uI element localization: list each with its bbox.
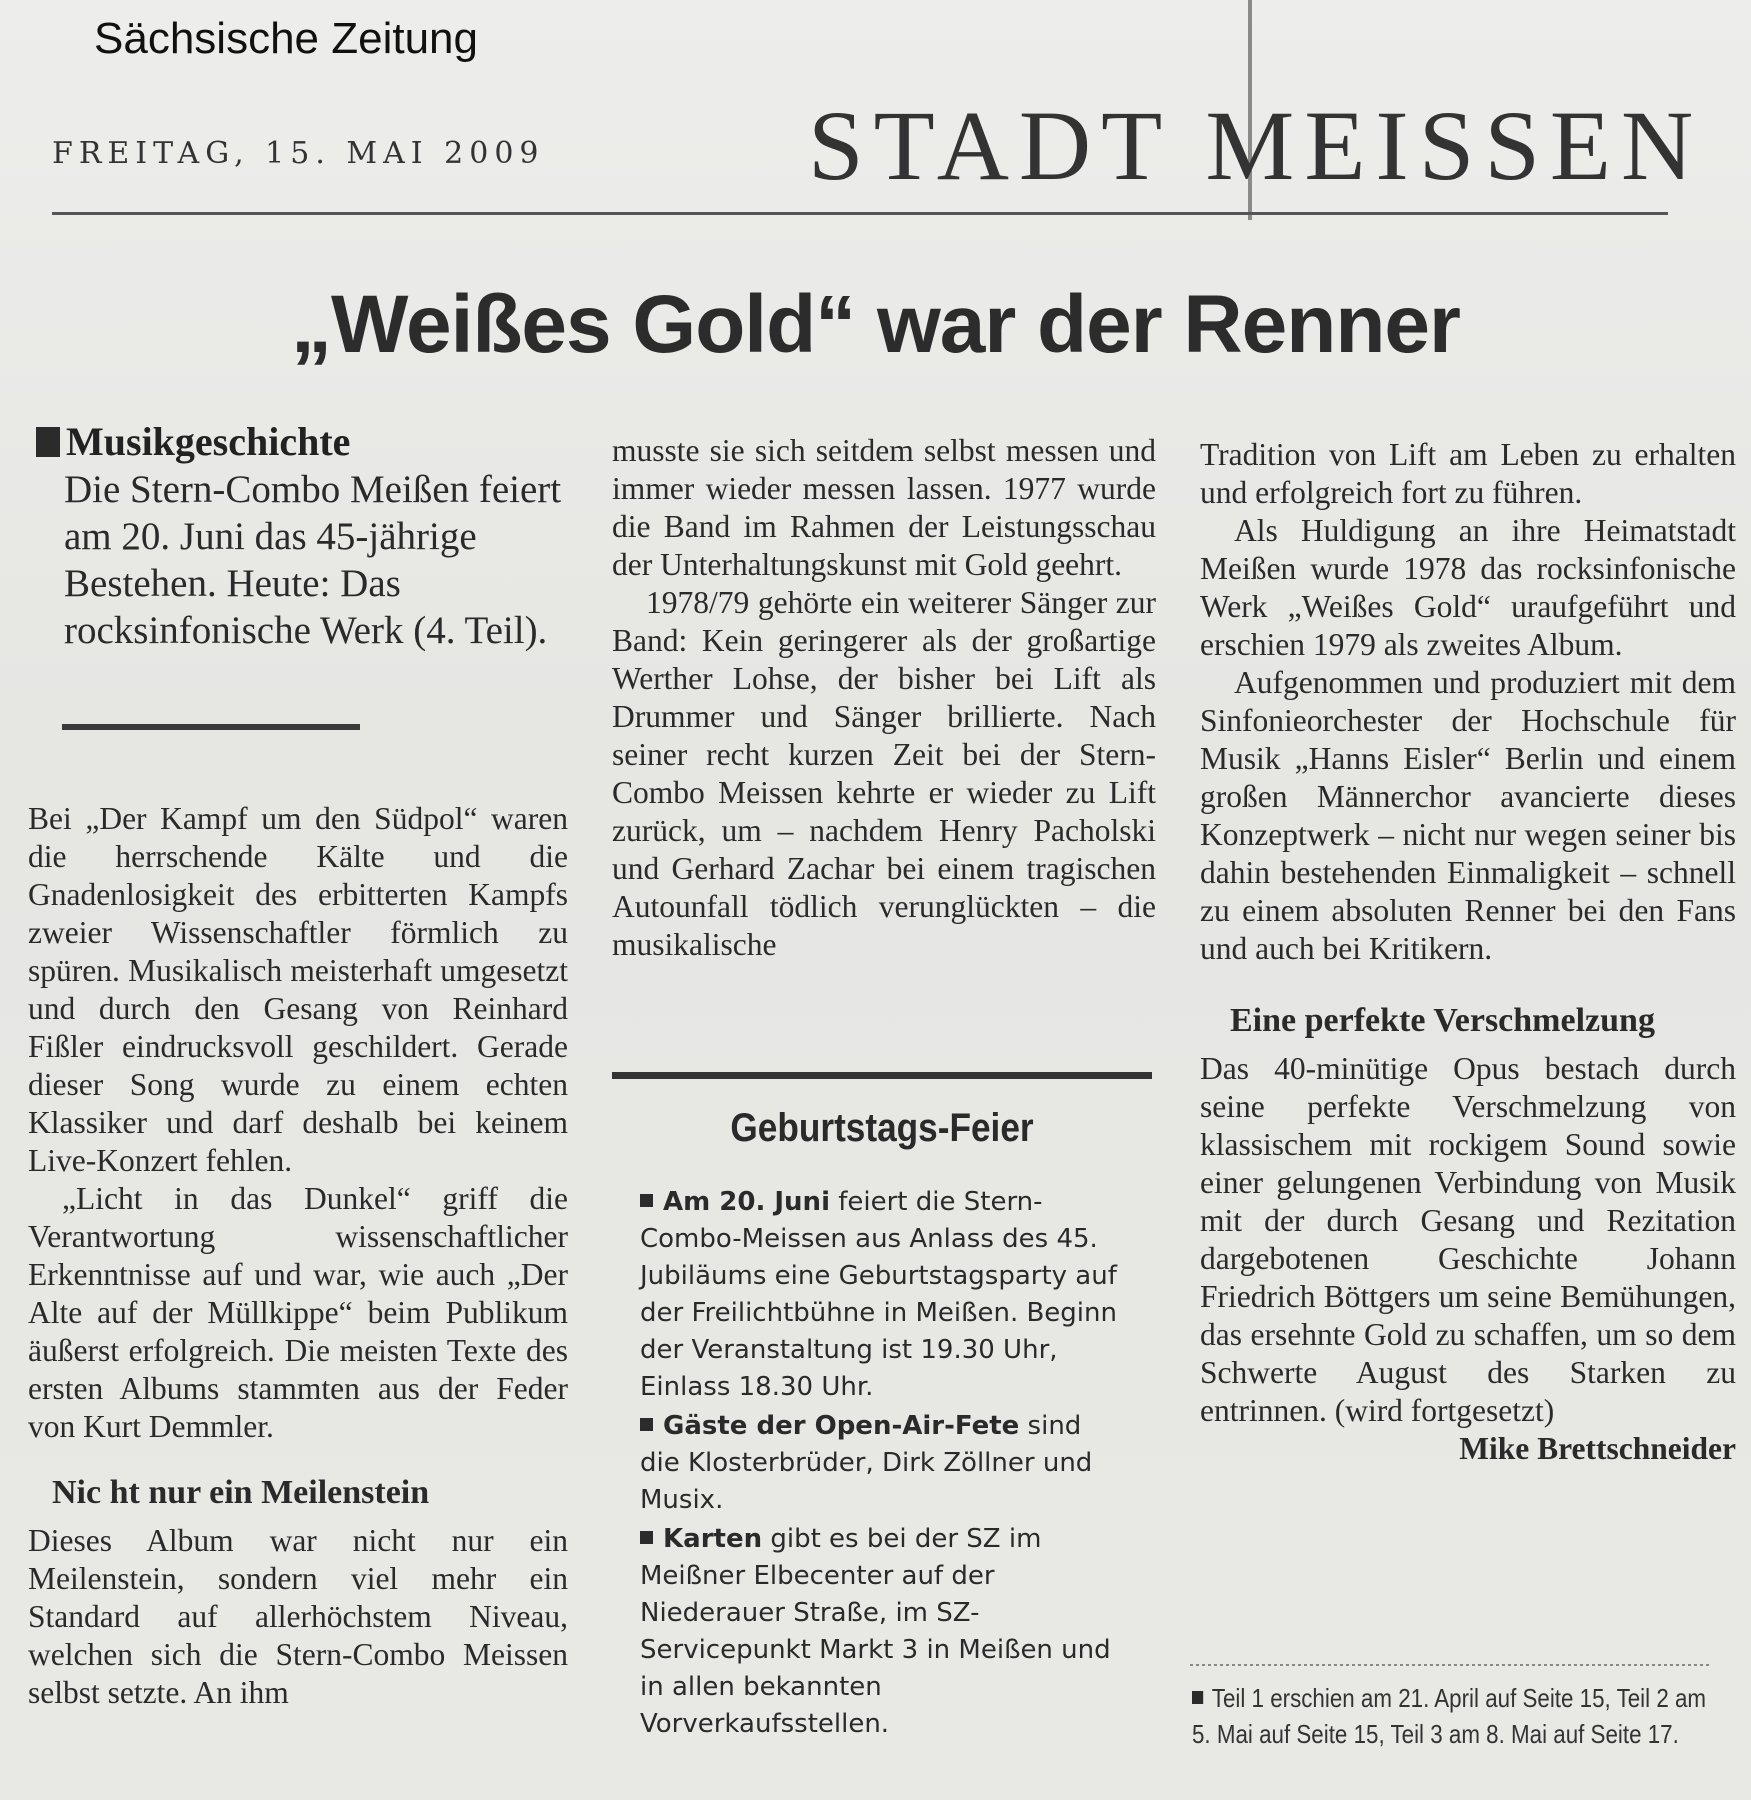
column-3 (1200, 436, 1736, 1468)
infobox-rule (612, 1072, 1152, 1079)
paragraph: musste sie sich seitdem selbst messen und immer wieder messen lassen. 1977 wurde die Band im Rahmen der Leistungsschau der Unterhaltungskunst mit Gold geehrt. (612, 433, 1156, 582)
column-1 (28, 800, 568, 1712)
bullet-square-icon (640, 1194, 653, 1207)
footnote-text: Teil 1 erschien am 21. April auf Seite 15, Teil 2 am 5. Mai auf Seite 15, Teil 3 am 8. Mai auf Seite 17. (1192, 1683, 1707, 1749)
infobox-item-lead: Am 20. Juni (663, 1187, 830, 1217)
paragraph: Dieses Album war nicht nur ein Meilenstein, sondern viel mehr ein Standard auf allerhöchstem Niveau, welchen sich die Stern-Combo Meissen selbst setzte. An ihm (28, 1523, 568, 1710)
bullet-square-icon (640, 1531, 653, 1544)
paragraph (1200, 1050, 1736, 1466)
intro-rule (62, 724, 360, 730)
infobox-item (640, 1408, 1120, 1519)
column-2 (612, 432, 1156, 964)
infobox-item-text: feiert die Stern-Combo-Meissen aus Anlass des 45. Jubiläums eine Geburtstagsparty auf der Freilichtbühne in Meißen. Beginn der Veranstaltung ist 19.30 Uhr, Einlass 18.30 Uhr. (640, 1187, 1117, 1402)
paragraph: Aufgenommen und produziert mit dem Sinfonieorchester der Hochschule für Musik „Hanns Eisler“ Berlin und einem großen Männerchor avancierte dieses Konzeptwerk – nicht nur wegen seiner bis dahin bestehenden Einmaligkeit – schnell zu einem absoluten Renner bei den Fans und auch bei Kritikern. (1200, 665, 1736, 966)
kicker-square-icon (36, 427, 60, 457)
infobox-item-lead: Gäste der Open-Air-Fete (663, 1411, 1020, 1441)
subhead: Nic ht nur ein Meilenstein (52, 1474, 430, 1511)
infobox-item-text: gibt es bei der SZ im Meißner Elbecenter auf der Niederauer Straße, im SZ-Servicepunkt Markt 3 in Meißen und in allen bekannten Vorverkaufsstellen. (640, 1524, 1111, 1739)
paragraph: Als Huldigung an ihre Heimatstadt Meißen wurde 1978 das rocksinfonische Werk „Weißes Gold“ uraufgeführt und erschien 1979 als zweites Album. (1200, 513, 1736, 662)
byline: Mike Brettschneider (1459, 1431, 1736, 1466)
infobox-item (640, 1521, 1120, 1743)
infobox-item-lead: Karten (663, 1524, 763, 1554)
infobox-title: Geburtstags-Feier (730, 1106, 1034, 1150)
dateline: FREITAG, 15. MAI 2009 (52, 136, 545, 171)
header-rule (52, 212, 1668, 215)
paragraph: Bei „Der Kampf um den Südpol“ waren die herrschende Kälte und die Gnadenlosigkeit des erbitterten Kampfs zweier Wissenschaftler förmlich zu spüren. Musikalisch meisterhaft umgesetzt und durch den Gesang von Reinhard Fißler eindrucksvoll geschildert. Gerade dieser Song wurde zu einem echten Klassiker und darf deshalb bei keinem Live-Konzert fehlen. (28, 801, 568, 1178)
paragraph: 1978/79 gehörte ein weiterer Sänger zur Band: Kein geringerer als der großartige Werther Lohse, der bisher bei Lift als Drummer und Sänger brillierte. Nach seiner recht kurzen Zeit bei der Stern-Combo Meissen kehrte er wieder zu Lift zurück, um – nachdem Henry Pacholski und Gerhard Zachar bei einem tragischen Autounfall tödlich verunglückten – die musikalische (612, 585, 1156, 962)
bullet-square-icon (1192, 1691, 1203, 1704)
source-label: Sächsische Zeitung (94, 14, 478, 63)
infobox-item (640, 1184, 1120, 1406)
kicker-text: Musikgeschichte (66, 419, 351, 464)
infobox-item-text: sind die Klosterbrüder, Dirk Zöllner und Musix. (640, 1411, 1093, 1515)
section-title: STADT MEISSEN (808, 90, 1704, 201)
paragraph: „Licht in das Dunkel“ griff die Verantwortung wissenschaftlicher Erkenntnisse auf und war, wie auch „Der Alte auf der Müllkippe“ beim Publikum äußerst erfolgreich. Die meisten Texte des ersten Albums stammten aus der Feder von Kurt Demmler. (28, 1181, 568, 1444)
subhead: Eine perfekte Verschmelzung (1230, 1002, 1655, 1039)
paragraph-text: Das 40-minütige Opus bestach durch seine perfekte Verschmelzung von klassischem mit rockigem Sound sowie einer gelungenen Verbindung von Musik mit der durch Gesang und Rezitation dargebotenen Geschichte Johann Friedrich Böttgers um seine Bemühungen, das ersehnte Gold zu schaffen, um so dem Schwerte August des Starken zu entrinnen. (wird fortgesetzt) (1200, 1051, 1736, 1428)
infobox (640, 1184, 1120, 1745)
intro-kicker (36, 418, 350, 465)
footnote (1192, 1680, 1708, 1752)
footnote-rule (1190, 1664, 1710, 1666)
paragraph: Tradition von Lift am Leben zu erhalten und erfolgreich fort zu führen. (1200, 437, 1736, 510)
intro-text: Die Stern-Combo Meißen feiert am 20. Juni das 45-jährige Bestehen. Heute: Das rocksinfonische Werk (4. Teil). (64, 468, 562, 652)
headline: „Weißes Gold“ war der Renner (291, 279, 1460, 370)
bullet-square-icon (640, 1418, 653, 1431)
